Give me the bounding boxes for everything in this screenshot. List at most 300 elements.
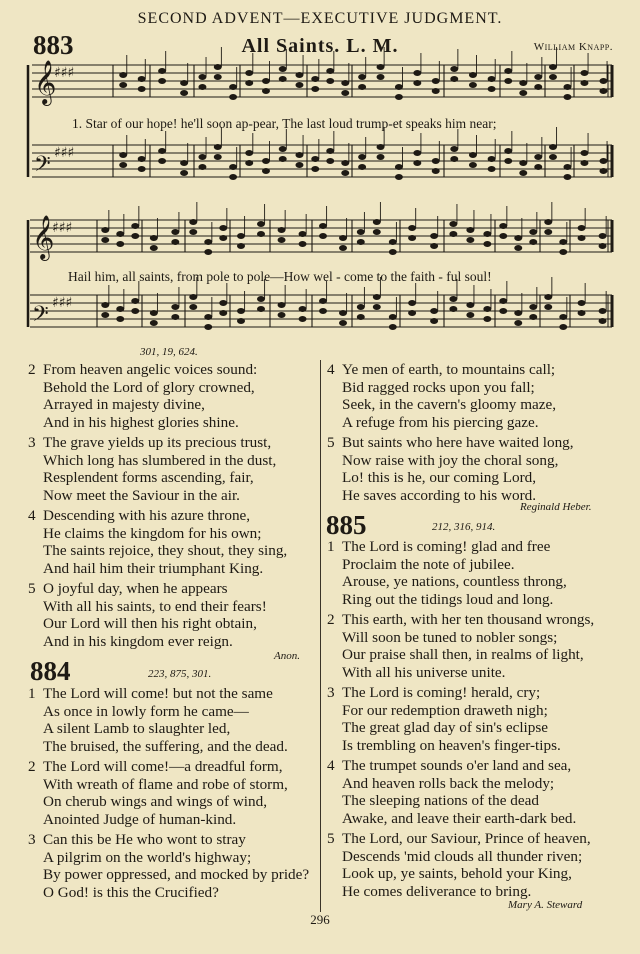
note-head — [131, 298, 139, 304]
verse-text: The Lord is coming! glad and free — [342, 538, 551, 555]
verse-text: Arrayed in majesty divine, — [43, 396, 205, 413]
column-divider — [320, 360, 321, 912]
note-head — [377, 144, 385, 150]
note-head — [245, 80, 253, 86]
verse-text: Resplendent forms ascending, fair, — [43, 469, 254, 486]
note-head — [563, 164, 571, 170]
note-head — [514, 320, 522, 326]
verse-line — [28, 884, 309, 902]
verse-line — [327, 629, 594, 647]
verse-line — [28, 361, 287, 379]
hymn-number-883: 883 — [33, 30, 74, 60]
verse-block — [28, 434, 287, 504]
verse-text: On cherub wings and wings of wind, — [43, 793, 267, 810]
note-head — [430, 233, 438, 239]
verse-text: For our redemption draweth nigh; — [342, 701, 548, 719]
note-head — [578, 310, 586, 316]
note-head — [131, 223, 139, 229]
note-head — [519, 160, 527, 166]
verse-text: Now meet the Saviour in the air. — [43, 486, 240, 504]
verse-block — [327, 757, 594, 827]
verse-line — [327, 591, 594, 609]
note-head — [389, 249, 397, 255]
note-head — [295, 162, 303, 168]
note-head — [180, 160, 188, 166]
note-head — [214, 144, 222, 150]
note-head — [534, 74, 542, 80]
verse-text: He comes deliverance to bring. — [342, 882, 532, 900]
note-head — [262, 88, 270, 94]
note-head — [278, 302, 286, 308]
verse-number: 5 — [327, 434, 335, 451]
verse-line — [327, 848, 594, 866]
note-head — [389, 239, 397, 245]
bass-clef-icon: 𝄢 — [34, 152, 51, 182]
verse-number: 5 — [327, 830, 335, 847]
note-head — [529, 239, 537, 245]
note-head — [544, 304, 552, 310]
verse-text: The Lord is coming! herald, cry; — [342, 684, 541, 701]
note-head — [580, 150, 588, 156]
note-head — [413, 150, 421, 156]
note-head — [138, 76, 146, 82]
note-head — [563, 94, 571, 100]
hymn-883-author: Anon. — [274, 650, 300, 662]
note-head — [599, 158, 607, 164]
verse-text: Our Lord will then his right obtain, — [43, 615, 257, 632]
verse-text: The grave yields up its precious trust, — [43, 434, 272, 451]
note-head — [563, 84, 571, 90]
note-head — [599, 233, 607, 239]
note-head — [599, 168, 607, 174]
note-head — [116, 316, 124, 322]
note-head — [580, 80, 588, 86]
verse-number: 2 — [28, 758, 36, 775]
note-head — [432, 78, 440, 84]
note-head — [483, 231, 491, 237]
note-head — [395, 94, 403, 100]
note-head — [450, 66, 458, 72]
verse-line — [28, 525, 287, 543]
note-head — [171, 304, 179, 310]
verse-line — [327, 664, 594, 682]
verse-text: The Lord will come! but not the same — [43, 685, 273, 702]
verse-text: Lo! this is he, our coming Lord, — [342, 469, 537, 486]
note-head — [559, 249, 567, 255]
note-head — [488, 76, 496, 82]
verse-text: Ring out the tidings loud and long. — [342, 590, 554, 608]
note-head — [326, 68, 334, 74]
note-head — [469, 152, 477, 158]
note-head — [529, 304, 537, 310]
verse-line — [28, 507, 287, 525]
verse-block — [327, 830, 594, 900]
note-head — [204, 314, 212, 320]
note-head — [514, 235, 522, 241]
note-head — [158, 148, 166, 154]
note-head — [299, 316, 307, 322]
note-head — [204, 324, 212, 330]
note-head — [430, 318, 438, 324]
note-head — [229, 174, 237, 180]
verse-number: 2 — [28, 361, 36, 378]
verse-list — [327, 538, 594, 900]
note-head — [504, 78, 512, 84]
note-head — [278, 237, 286, 243]
note-head — [544, 219, 552, 225]
verse-text: And hail him their triumphant King. — [43, 559, 264, 577]
note-head — [413, 70, 421, 76]
page-number: 296 — [310, 912, 330, 927]
note-head — [549, 64, 557, 70]
note-head — [257, 296, 265, 302]
verse-line — [327, 361, 574, 379]
note-head — [534, 154, 542, 160]
note-head — [504, 68, 512, 74]
verse-line — [28, 414, 287, 432]
note-head — [299, 306, 307, 312]
note-head — [395, 164, 403, 170]
note-head — [339, 320, 347, 326]
note-head — [514, 245, 522, 251]
note-head — [408, 300, 416, 306]
note-head — [466, 302, 474, 308]
note-head — [373, 219, 381, 225]
verse-number: 3 — [28, 434, 36, 451]
note-head — [483, 241, 491, 247]
verse-text: Bid ragged rocks upon you fall; — [342, 378, 535, 396]
note-head — [358, 154, 366, 160]
note-head — [295, 72, 303, 78]
verse-line — [28, 434, 287, 452]
verse-text: Seek, in the cavern's gloomy maze, — [342, 396, 557, 413]
note-head — [119, 152, 127, 158]
note-head — [101, 227, 109, 233]
verse-line — [28, 598, 287, 616]
verse-line — [28, 615, 287, 633]
verse-block — [327, 361, 574, 431]
note-head — [116, 231, 124, 237]
verse-line — [327, 379, 574, 397]
note-head — [311, 76, 319, 82]
note-head — [237, 243, 245, 249]
note-head — [138, 156, 146, 162]
verse-block — [327, 434, 574, 504]
verse-line — [28, 487, 287, 505]
note-head — [101, 302, 109, 308]
verse-number: 2 — [327, 611, 335, 628]
note-head — [219, 310, 227, 316]
note-head — [534, 164, 542, 170]
note-head — [373, 304, 381, 310]
note-head — [449, 306, 457, 312]
verse-line — [28, 560, 287, 578]
note-head — [519, 90, 527, 96]
note-head — [514, 310, 522, 316]
note-head — [257, 221, 265, 227]
verse-text: Ye men of earth, to mountains call; — [342, 361, 556, 378]
note-head — [469, 72, 477, 78]
hymn-885-author: Mary A. Steward — [508, 899, 583, 911]
composer-name: William Knapp. — [533, 41, 613, 53]
verse-line — [28, 379, 287, 397]
verse-line — [327, 434, 574, 452]
note-head — [257, 306, 265, 312]
note-head — [138, 166, 146, 172]
verse-number: 4 — [327, 361, 335, 378]
verse-line — [327, 396, 574, 414]
note-head — [279, 66, 287, 72]
verse-text: Which long has slumbered in the dust, — [43, 451, 277, 469]
key-signature-icon: ♯♯♯ — [52, 220, 73, 236]
verse-text: The sleeping nations of the dead — [342, 792, 539, 809]
note-head — [599, 243, 607, 249]
note-head — [377, 74, 385, 80]
verse-line — [327, 883, 594, 901]
hymn-884-verses-left — [28, 685, 309, 904]
verse-line — [28, 452, 287, 470]
note-head — [326, 78, 334, 84]
note-head — [432, 168, 440, 174]
key-signature-icon: ♯♯♯ — [54, 145, 75, 161]
note-head — [299, 231, 307, 237]
note-head — [219, 225, 227, 231]
verse-block — [327, 611, 594, 681]
note-head — [395, 84, 403, 90]
note-head — [319, 233, 327, 239]
note-head — [150, 310, 158, 316]
note-head — [450, 76, 458, 82]
verse-text: A refuge from his piercing gaze. — [342, 413, 539, 431]
note-head — [449, 296, 457, 302]
verse-line — [327, 810, 594, 828]
verse-number: 3 — [28, 831, 36, 848]
note-head — [245, 160, 253, 166]
verse-line — [28, 580, 287, 598]
verse-block — [28, 758, 309, 828]
note-head — [430, 308, 438, 314]
note-head — [278, 227, 286, 233]
note-head — [204, 249, 212, 255]
note-head — [408, 225, 416, 231]
note-head — [319, 308, 327, 314]
note-head — [295, 152, 303, 158]
verse-block — [327, 684, 594, 754]
note-head — [377, 154, 385, 160]
note-head — [466, 312, 474, 318]
verse-line — [28, 469, 287, 487]
note-head — [341, 90, 349, 96]
note-head — [278, 312, 286, 318]
hymn-884-author: Reginald Heber. — [520, 501, 592, 513]
note-head — [519, 80, 527, 86]
key-signature-icon: ♯♯♯ — [54, 65, 75, 81]
note-head — [131, 308, 139, 314]
note-head — [262, 158, 270, 164]
verse-text: The bruised, the suffering, and the dead. — [43, 737, 288, 755]
note-head — [189, 304, 197, 310]
note-head — [237, 233, 245, 239]
verse-block — [28, 361, 287, 431]
verse-text: But saints who here have waited long, — [342, 434, 574, 451]
note-head — [119, 72, 127, 78]
note-head — [311, 156, 319, 162]
note-head — [373, 294, 381, 300]
verse-line — [28, 849, 309, 867]
verse-line — [28, 703, 309, 721]
note-head — [529, 314, 537, 320]
verse-block — [327, 538, 594, 608]
note-head — [469, 82, 477, 88]
verse-text: O God! is this the Crucified? — [43, 883, 219, 901]
verse-line — [327, 611, 594, 629]
verse-text: Anointed Judge of human-kind. — [43, 810, 237, 828]
note-head — [377, 64, 385, 70]
note-head — [449, 231, 457, 237]
note-head — [119, 162, 127, 168]
page-running-header: SECOND ADVENT—EXECUTIVE JUDGMENT. — [137, 10, 503, 27]
verse-line — [327, 719, 594, 737]
verse-number: 1 — [28, 685, 36, 702]
note-head — [326, 148, 334, 154]
verse-text: The Lord, our Saviour, Prince of heaven, — [342, 830, 591, 847]
note-head — [358, 74, 366, 80]
note-head — [116, 306, 124, 312]
verse-list — [28, 361, 287, 650]
note-head — [229, 84, 237, 90]
note-head — [413, 160, 421, 166]
note-head — [311, 86, 319, 92]
note-head — [559, 324, 567, 330]
note-head — [189, 294, 197, 300]
note-head — [578, 225, 586, 231]
verse-line — [28, 720, 309, 738]
verse-line — [28, 685, 309, 703]
note-head — [158, 68, 166, 74]
verse-line — [28, 776, 309, 794]
note-head — [373, 229, 381, 235]
verse-text: By power oppressed, and mocked by pride? — [43, 866, 310, 883]
note-head — [171, 239, 179, 245]
verse-text: And in his kingdom ever reign. — [43, 632, 233, 650]
note-head — [483, 306, 491, 312]
note-head — [180, 80, 188, 86]
verse-text: Will soon be tuned to nobler songs; — [342, 628, 558, 646]
note-head — [499, 223, 507, 229]
note-head — [214, 64, 222, 70]
verse-line — [28, 831, 309, 849]
verse-text: O joyful day, when he appears — [43, 580, 228, 597]
hymn-number-884: 884 — [30, 656, 71, 686]
note-head — [357, 239, 365, 245]
verse-block — [28, 831, 309, 901]
note-head — [357, 314, 365, 320]
verse-list — [327, 361, 574, 504]
note-head — [466, 237, 474, 243]
note-head — [245, 150, 253, 156]
verse-text: This earth, with her ten thousand wrongs, — [342, 611, 595, 628]
verse-list — [28, 685, 309, 901]
note-head — [578, 235, 586, 241]
verse-text: The trumpet sounds o'er land and sea, — [342, 757, 572, 774]
verse-text: Is trembling on heaven's finger-tips. — [342, 736, 561, 754]
note-head — [171, 229, 179, 235]
treble-clef-icon: 𝄞 — [34, 60, 57, 104]
verse-text: And in his highest glories shine. — [43, 413, 239, 431]
hymn-885-verses — [327, 538, 594, 903]
note-head — [279, 76, 287, 82]
note-head — [245, 70, 253, 76]
verse-line — [28, 866, 309, 884]
verse-text: Behold the Lord of glory crowned, — [43, 378, 255, 396]
note-head — [408, 310, 416, 316]
note-head — [408, 235, 416, 241]
note-head — [229, 164, 237, 170]
note-head — [483, 316, 491, 322]
verse-line — [327, 775, 594, 793]
note-head — [150, 235, 158, 241]
note-head — [488, 156, 496, 162]
note-head — [499, 308, 507, 314]
verse-line — [28, 738, 309, 756]
note-head — [339, 235, 347, 241]
note-head — [339, 245, 347, 251]
verse-line — [327, 684, 594, 702]
verse-line — [28, 542, 287, 560]
bass-clef-icon: 𝄢 — [32, 302, 49, 332]
verse-line — [327, 830, 594, 848]
note-head — [262, 78, 270, 84]
note-head — [559, 239, 567, 245]
note-head — [469, 162, 477, 168]
verse-text: With wreath of flame and robe of storm, — [43, 775, 288, 793]
note-head — [529, 229, 537, 235]
note-head — [219, 235, 227, 241]
note-head — [214, 74, 222, 80]
verse-block — [28, 507, 287, 577]
note-head — [544, 294, 552, 300]
verse-block — [28, 580, 287, 650]
verse-line — [327, 469, 574, 487]
music-score — [0, 0, 640, 360]
note-head — [519, 170, 527, 176]
verse-number: 4 — [28, 507, 36, 524]
note-head — [357, 304, 365, 310]
note-head — [319, 223, 327, 229]
verse-number: 5 — [28, 580, 36, 597]
verse-text: Look up, ye saints, behold your King, — [342, 865, 572, 882]
verse-text: The great glad day of sin's eclipse — [342, 719, 549, 736]
verse-line — [28, 633, 287, 651]
note-head — [198, 154, 206, 160]
verse-line — [327, 573, 594, 591]
hymn-883-verses — [28, 361, 287, 653]
verse-text: Awake, and leave their earth-dark bed. — [342, 809, 577, 827]
verse-number: 1 — [327, 538, 335, 555]
note-head — [432, 88, 440, 94]
note-head — [131, 233, 139, 239]
note-head — [341, 170, 349, 176]
note-head — [389, 324, 397, 330]
note-head — [319, 298, 327, 304]
verse-number: 4 — [327, 757, 335, 774]
tune-name: All Saints. L. M. — [241, 35, 399, 57]
note-head — [311, 166, 319, 172]
note-head — [341, 80, 349, 86]
note-head — [198, 74, 206, 80]
note-head — [450, 156, 458, 162]
verse-number: 3 — [327, 684, 335, 701]
